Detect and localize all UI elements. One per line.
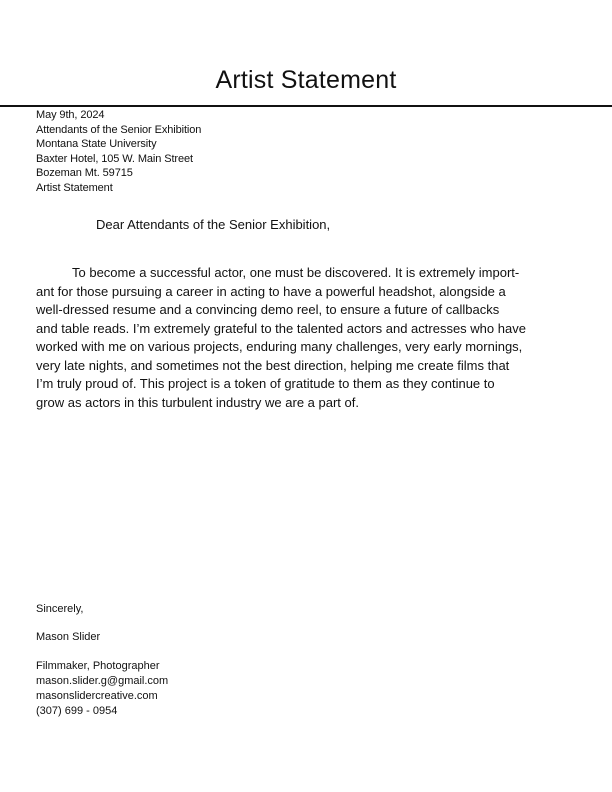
- body-line: grow as actors in this turbulent industry we are a part of.: [36, 394, 359, 410]
- signer-role: Filmmaker, Photographer: [36, 660, 160, 672]
- signer-email: mason.slider.g@gmail.com: [36, 675, 169, 687]
- address-subject: Artist Statement: [36, 181, 113, 194]
- header-divider: [0, 105, 612, 107]
- body-line: very late nights, and sometimes not the best direction, helping me create films that: [36, 357, 510, 373]
- address-institution: Montana State University: [36, 138, 157, 150]
- body-line: I’m truly proud of. This project is a token of gratitude to them as they continue to: [36, 376, 495, 391]
- address-block: [36, 108, 201, 195]
- body-line: ant for those pursuing a career in acting to have a powerful headshot, alongside a: [36, 283, 506, 299]
- address-street: Baxter Hotel, 105 W. Main Street: [36, 152, 193, 165]
- valediction: Sincerely,: [36, 603, 84, 615]
- address-date: May 9th, 2024: [36, 109, 105, 121]
- body-line: and table reads. I’m extremely grateful to the talented actors and actresses who have: [36, 320, 526, 336]
- signer-website: masonslidercreative.com: [36, 690, 158, 702]
- salutation: Dear Attendants of the Senior Exhibition,: [96, 217, 331, 232]
- body-line: To become a successful actor, one must be discovered. It is extremely import-: [72, 265, 520, 280]
- body-line: well-dressed resume and a convincing demo reel, to ensure a future of callbacks: [36, 302, 500, 317]
- signer-name: Mason Slider: [36, 631, 101, 643]
- body-line: worked with me on various projects, enduring many challenges, very early mornings,: [36, 339, 523, 354]
- closing-block: [36, 602, 168, 719]
- letter-body: [36, 264, 576, 412]
- address-recipient: Attendants of the Senior Exhibition: [36, 123, 202, 136]
- page-title: Artist Statement: [215, 66, 397, 94]
- signer-phone: (307) 699 - 0954: [36, 705, 118, 717]
- address-city: Bozeman Mt. 59715: [36, 167, 133, 179]
